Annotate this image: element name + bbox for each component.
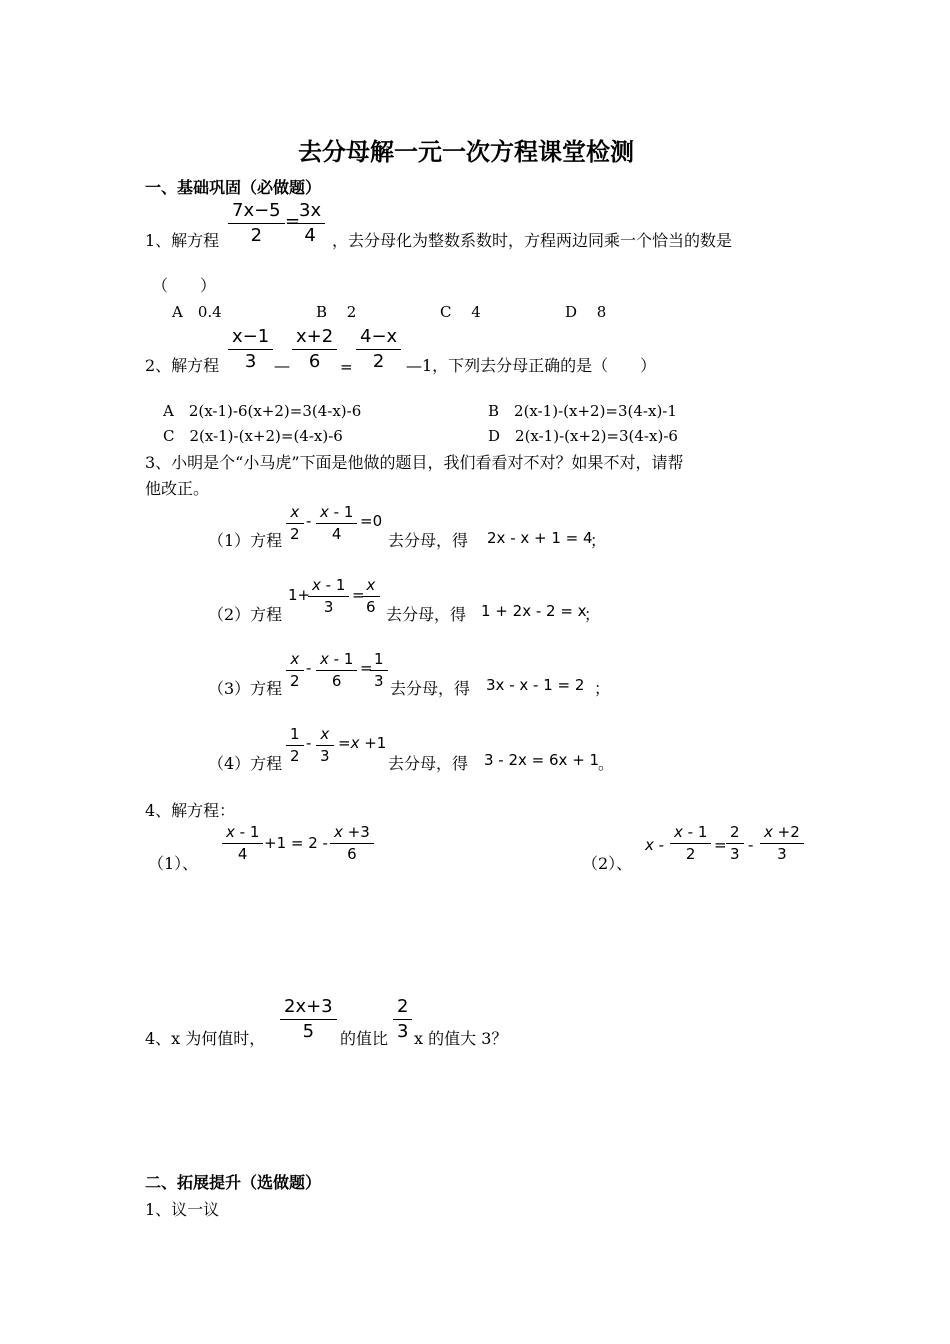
- q5-fraction-2: $\frac{2}{3}$: [395, 998, 410, 1041]
- q2-option-a: A 2(x-1)-6(x+2)=3(4-x)-6: [163, 402, 362, 420]
- q1-option-a: A 0.4: [172, 303, 222, 321]
- q4-part-2-label: （2）、: [582, 854, 633, 873]
- q3-item-3-result: 3x - x - 1 = 2: [486, 676, 585, 694]
- q3-item-4-label: （4）方程: [208, 754, 283, 773]
- q3-item-4-result: 3 - 2x = 6x + 1: [484, 751, 600, 769]
- q3-item-4-mid: 去分母，得: [388, 754, 469, 773]
- q1-suffix: ，去分母化为整数系数时，方程两边同乘一个恰当的数是: [332, 231, 733, 250]
- q3-line-2: 他改正。: [145, 479, 210, 498]
- q2-fraction-2: $\frac{x+2}{6}$: [294, 328, 335, 371]
- q5-fraction-1: $\frac{2x+3}{5}$: [282, 998, 335, 1041]
- q1-fraction-left: $\frac{7x-5}{2}$: [230, 202, 283, 245]
- q3-item-3-label: （3）方程: [208, 679, 283, 698]
- q2-fraction-1: $\frac{x-1}{3}$: [230, 328, 271, 371]
- section-heading-basic: 一、基础巩固（必做题）: [145, 178, 322, 197]
- q4-part-1-label: （1）、: [148, 854, 199, 873]
- q3-item-2-mid: 去分母，得: [386, 605, 467, 624]
- q4-title: 4、解方程：: [145, 801, 236, 820]
- q3-item-3-mid: 去分母，得: [390, 679, 471, 698]
- q3-item-2-result: 1 + 2x - 2 = x: [481, 602, 587, 620]
- q1-option-d: D 8: [565, 303, 607, 321]
- q2-option-b: B 2(x-1)-(x+2)=3(4-x)-1: [488, 402, 677, 420]
- page-title: 去分母解一元一次方程课堂检测: [298, 138, 634, 166]
- q3-item-1-mid: 去分母，得: [388, 531, 469, 550]
- q5-suffix: x 的值大 3？: [414, 1029, 508, 1048]
- q3-item-2-label: （2）方程: [208, 605, 283, 624]
- q3-item-1-result: 2x - x + 1 = 4: [487, 529, 593, 547]
- q2-fraction-3: $\frac{4-x}{2}$: [358, 328, 399, 371]
- q5-mid: 的值比: [340, 1029, 389, 1048]
- q2-option-c: C 2(x-1)-(x+2)=(4-x)-6: [163, 427, 343, 445]
- q2-prefix: 2、解方程: [145, 356, 220, 375]
- q2-suffix: —1，下列去分母正确的是（ ）: [406, 356, 657, 375]
- section-heading-extension: 二、拓展提升（选做题）: [145, 1173, 322, 1192]
- q1-option-b: B 2: [316, 303, 357, 321]
- q3-line-1: 3、小明是个“小马虎”下面是他做的题目，我们看看对不对？如果不对，请帮: [145, 453, 684, 472]
- q1-option-c: C 4: [440, 303, 481, 321]
- q1-answer-paren: （ ）: [152, 276, 217, 295]
- s2-question-1: 1、议一议: [145, 1200, 220, 1219]
- q1-fraction-right: $\frac{3x}{4}$: [297, 202, 323, 245]
- q5-prefix: 4、x 为何值时，: [145, 1029, 266, 1048]
- q2-option-d: D 2(x-1)-(x+2)=3(4-x)-6: [488, 427, 678, 445]
- q3-item-1-label: （1）方程: [208, 531, 283, 550]
- q1-prefix: 1、解方程: [145, 231, 220, 250]
